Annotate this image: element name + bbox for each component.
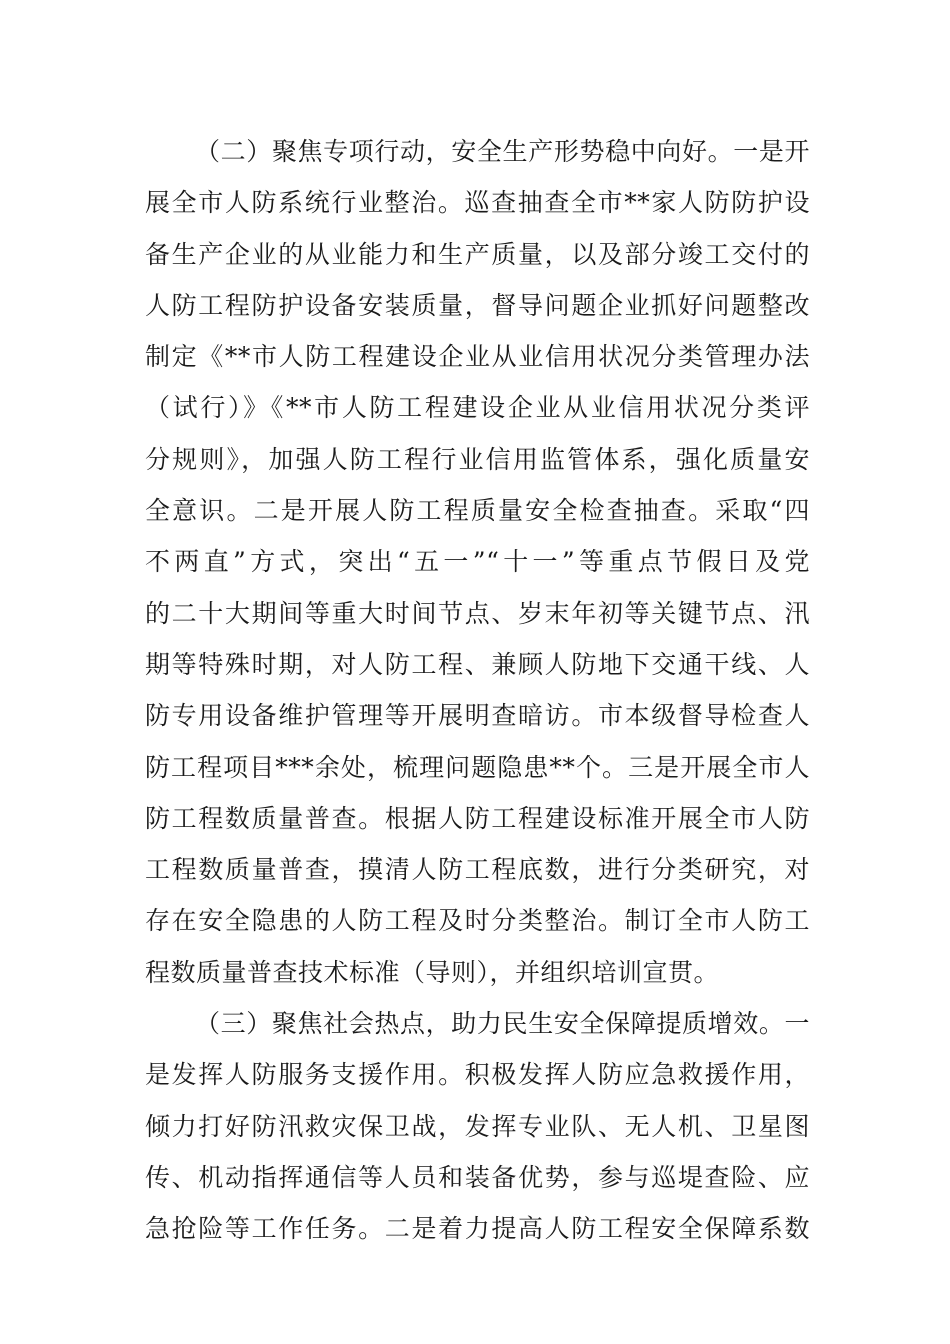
text-line: 程数质量普查技术标准（导则），并组织培训宣贯。 (145, 957, 720, 987)
paragraph-special-actions (145, 126, 810, 998)
text-line: 分规则》，加强人防工程行业信用监管体系，强化质量安 (145, 444, 810, 474)
document-body (145, 126, 810, 1255)
text-line: 展全市人防系统行业整治。巡查抽查全市**家人防防护设 (145, 188, 810, 218)
text-line: 工程数质量普查，摸清人防工程底数，进行分类研究，对 (145, 855, 810, 885)
paragraph-social-hotspots (145, 998, 810, 1254)
text-line: 全意识。二是开展人防工程质量安全检查抽查。采取“四 (145, 496, 810, 526)
text-line: 存在安全隐患的人防工程及时分类整治。制订全市人防工 (145, 906, 810, 936)
text-line: 传、机动指挥通信等人员和装备优势，参与巡堤查险、应 (145, 1162, 810, 1192)
text-line: 的二十大期间等重大时间节点、岁末年初等关键节点、汛 (145, 598, 810, 628)
text-line: 不两直”方式，突出“五一”“十一”等重点节假日及党 (145, 547, 810, 577)
text-line: 倾力打好防汛救灾保卫战，发挥专业队、无人机、卫星图 (145, 1111, 810, 1141)
text-line: 期等特殊时期，对人防工程、兼顾人防地下交通干线、人 (145, 649, 810, 679)
text-line: 制定《**市人防工程建设企业从业信用状况分类管理办法 (145, 342, 810, 372)
text-line: （三）聚焦社会热点，助力民生安全保障提质增效。一 (195, 1009, 810, 1039)
text-line: 人防工程防护设备安装质量，督导问题企业抓好问题整改 (145, 290, 810, 320)
text-line: 防工程数质量普查。根据人防工程建设标准开展全市人防 (145, 803, 810, 833)
text-line: （二）聚焦专项行动，安全生产形势稳中向好。一是开 (195, 137, 810, 166)
text-line: 备生产企业的从业能力和生产质量，以及部分竣工交付的 (145, 239, 810, 269)
text-line: 防工程项目***余处，梳理问题隐患**个。三是开展全市人 (145, 752, 810, 782)
text-line: （试行）》《**市人防工程建设企业从业信用状况分类评 (145, 393, 810, 423)
text-line: 防专用设备维护管理等开展明查暗访。市本级督导检查人 (145, 701, 810, 731)
text-line: 急抢险等工作任务。二是着力提高人防工程安全保障系数 (145, 1214, 810, 1244)
text-line: 是发挥人防服务支援作用。积极发挥人防应急救援作用， (145, 1060, 810, 1090)
